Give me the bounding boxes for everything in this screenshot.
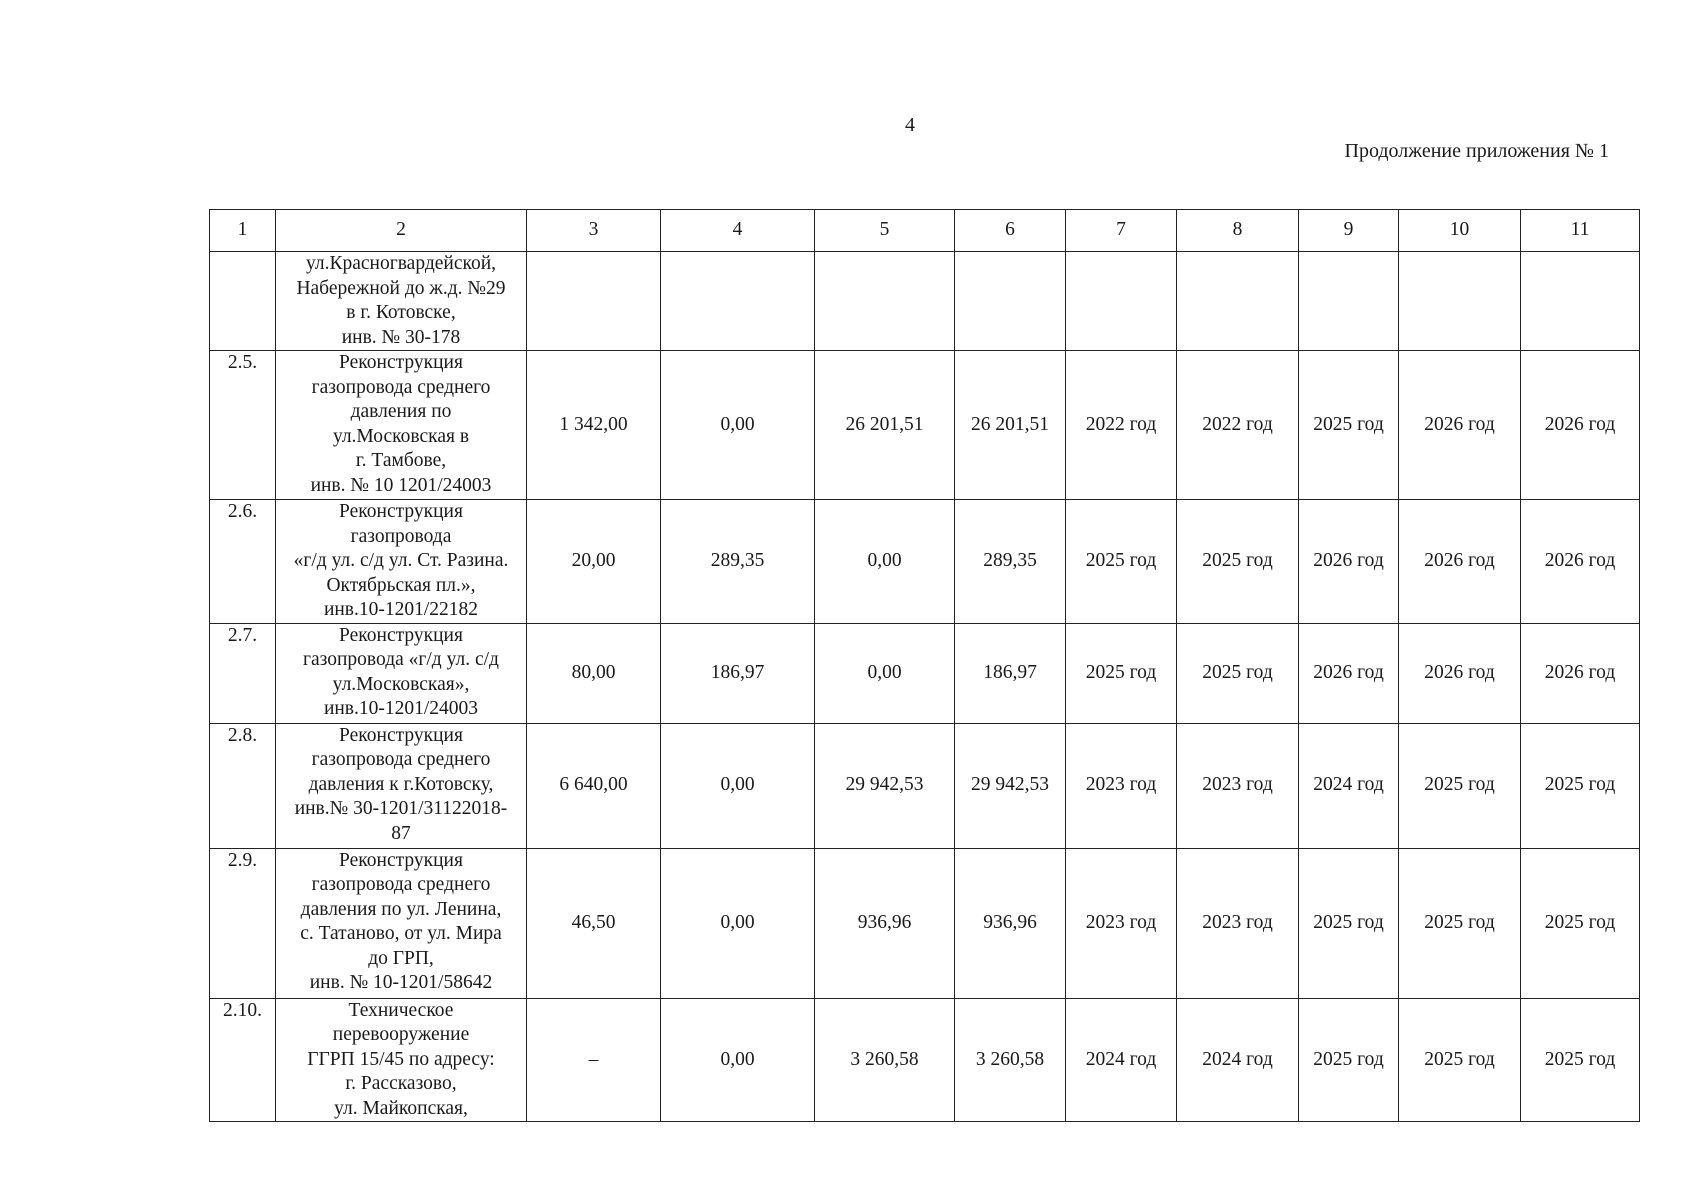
- value-cell: [661, 252, 815, 351]
- row-number-cell: 2.9.: [210, 848, 276, 998]
- value-cell: 3 260,58: [815, 998, 955, 1122]
- year-cell: [1399, 252, 1521, 351]
- column-header: 7: [1066, 210, 1177, 252]
- value-cell: 26 201,51: [815, 351, 955, 500]
- year-cell: 2024 год: [1066, 998, 1177, 1122]
- table-row: [210, 998, 1640, 1122]
- year-cell: 2022 год: [1177, 351, 1299, 500]
- column-header: 6: [955, 210, 1066, 252]
- table-row: [210, 848, 1640, 998]
- year-cell: 2025 год: [1399, 723, 1521, 848]
- object-name-cell: ул.Красногвардейской, Набережной до ж.д. №29 в г. Котовске, инв. № 30-178: [276, 252, 527, 351]
- year-cell: 2026 год: [1521, 351, 1640, 500]
- column-header: 10: [1399, 210, 1521, 252]
- year-cell: 2025 год: [1299, 351, 1399, 500]
- year-cell: 2023 год: [1066, 723, 1177, 848]
- row-number-cell: 2.10.: [210, 998, 276, 1122]
- column-header: 4: [661, 210, 815, 252]
- value-cell: 186,97: [955, 623, 1066, 723]
- object-name-cell: Реконструкция газопровода среднего давления по ул.Московская в г. Тамбове, инв. № 10 1201/24003: [276, 351, 527, 500]
- year-cell: 2025 год: [1299, 848, 1399, 998]
- year-cell: 2025 год: [1066, 623, 1177, 723]
- year-cell: [1521, 252, 1640, 351]
- value-cell: 0,00: [661, 723, 815, 848]
- column-header: 9: [1299, 210, 1399, 252]
- column-header: 1: [210, 210, 276, 252]
- table-row: [210, 623, 1640, 723]
- value-cell: [815, 252, 955, 351]
- value-cell: –: [527, 998, 661, 1122]
- year-cell: 2025 год: [1399, 848, 1521, 998]
- page-number: 4: [905, 114, 915, 136]
- year-cell: [1177, 252, 1299, 351]
- year-cell: 2026 год: [1399, 500, 1521, 624]
- year-cell: 2023 год: [1177, 723, 1299, 848]
- value-cell: 289,35: [955, 500, 1066, 624]
- year-cell: 2023 год: [1177, 848, 1299, 998]
- row-number-cell: [210, 252, 276, 351]
- value-cell: 29 942,53: [815, 723, 955, 848]
- column-header: 5: [815, 210, 955, 252]
- year-cell: 2025 год: [1299, 998, 1399, 1122]
- table-header-row: [210, 210, 1640, 252]
- year-cell: [1066, 252, 1177, 351]
- table-row: [210, 351, 1640, 500]
- value-cell: 0,00: [661, 351, 815, 500]
- value-cell: 0,00: [661, 998, 815, 1122]
- year-cell: 2022 год: [1066, 351, 1177, 500]
- year-cell: 2024 год: [1299, 723, 1399, 848]
- year-cell: 2026 год: [1521, 500, 1640, 624]
- year-cell: 2025 год: [1177, 500, 1299, 624]
- row-number-cell: 2.8.: [210, 723, 276, 848]
- year-cell: 2026 год: [1299, 500, 1399, 624]
- object-name-cell: Реконструкция газопровода «г/д ул. с/д ул.Московская», инв.10-1201/24003: [276, 623, 527, 723]
- object-name-cell: Техническое перевооружение ГГРП 15/45 по адресу: г. Рассказово, ул. Майкопская,: [276, 998, 527, 1122]
- value-cell: 6 640,00: [527, 723, 661, 848]
- value-cell: 29 942,53: [955, 723, 1066, 848]
- year-cell: 2026 год: [1299, 623, 1399, 723]
- column-header: 11: [1521, 210, 1640, 252]
- object-name-cell: Реконструкция газопровода среднего давления по ул. Ленина, с. Татаново, от ул. Мира до ГРП, инв. № 10-1201/58642: [276, 848, 527, 998]
- value-cell: [527, 252, 661, 351]
- column-header: 8: [1177, 210, 1299, 252]
- value-cell: 1 342,00: [527, 351, 661, 500]
- value-cell: [955, 252, 1066, 351]
- value-cell: 26 201,51: [955, 351, 1066, 500]
- row-number-cell: 2.5.: [210, 351, 276, 500]
- year-cell: 2026 год: [1399, 351, 1521, 500]
- year-cell: 2025 год: [1177, 623, 1299, 723]
- appendix-continuation-note: Продолжение приложения № 1: [1344, 140, 1609, 162]
- row-number-cell: 2.7.: [210, 623, 276, 723]
- year-cell: 2026 год: [1521, 623, 1640, 723]
- year-cell: [1299, 252, 1399, 351]
- value-cell: 80,00: [527, 623, 661, 723]
- table-row: [210, 500, 1640, 624]
- table-row: [210, 723, 1640, 848]
- year-cell: 2025 год: [1521, 848, 1640, 998]
- data-table: [209, 209, 1640, 1122]
- value-cell: 936,96: [955, 848, 1066, 998]
- object-name-cell: Реконструкция газопровода среднего давления к г.Котовску, инв.№ 30-1201/31122018- 87: [276, 723, 527, 848]
- value-cell: 936,96: [815, 848, 955, 998]
- year-cell: 2025 год: [1066, 500, 1177, 624]
- table-row: [210, 252, 1640, 351]
- value-cell: 0,00: [815, 500, 955, 624]
- column-header: 2: [276, 210, 527, 252]
- column-header: 3: [527, 210, 661, 252]
- year-cell: 2023 год: [1066, 848, 1177, 998]
- value-cell: 20,00: [527, 500, 661, 624]
- value-cell: 289,35: [661, 500, 815, 624]
- year-cell: 2024 год: [1177, 998, 1299, 1122]
- value-cell: 46,50: [527, 848, 661, 998]
- value-cell: 0,00: [661, 848, 815, 998]
- row-number-cell: 2.6.: [210, 500, 276, 624]
- value-cell: 0,00: [815, 623, 955, 723]
- value-cell: 186,97: [661, 623, 815, 723]
- year-cell: 2025 год: [1521, 723, 1640, 848]
- year-cell: 2025 год: [1399, 998, 1521, 1122]
- object-name-cell: Реконструкция газопровода «г/д ул. с/д ул. Ст. Разина. Октябрьская пл.», инв.10-1201/22182: [276, 500, 527, 624]
- year-cell: 2025 год: [1521, 998, 1640, 1122]
- year-cell: 2026 год: [1399, 623, 1521, 723]
- value-cell: 3 260,58: [955, 998, 1066, 1122]
